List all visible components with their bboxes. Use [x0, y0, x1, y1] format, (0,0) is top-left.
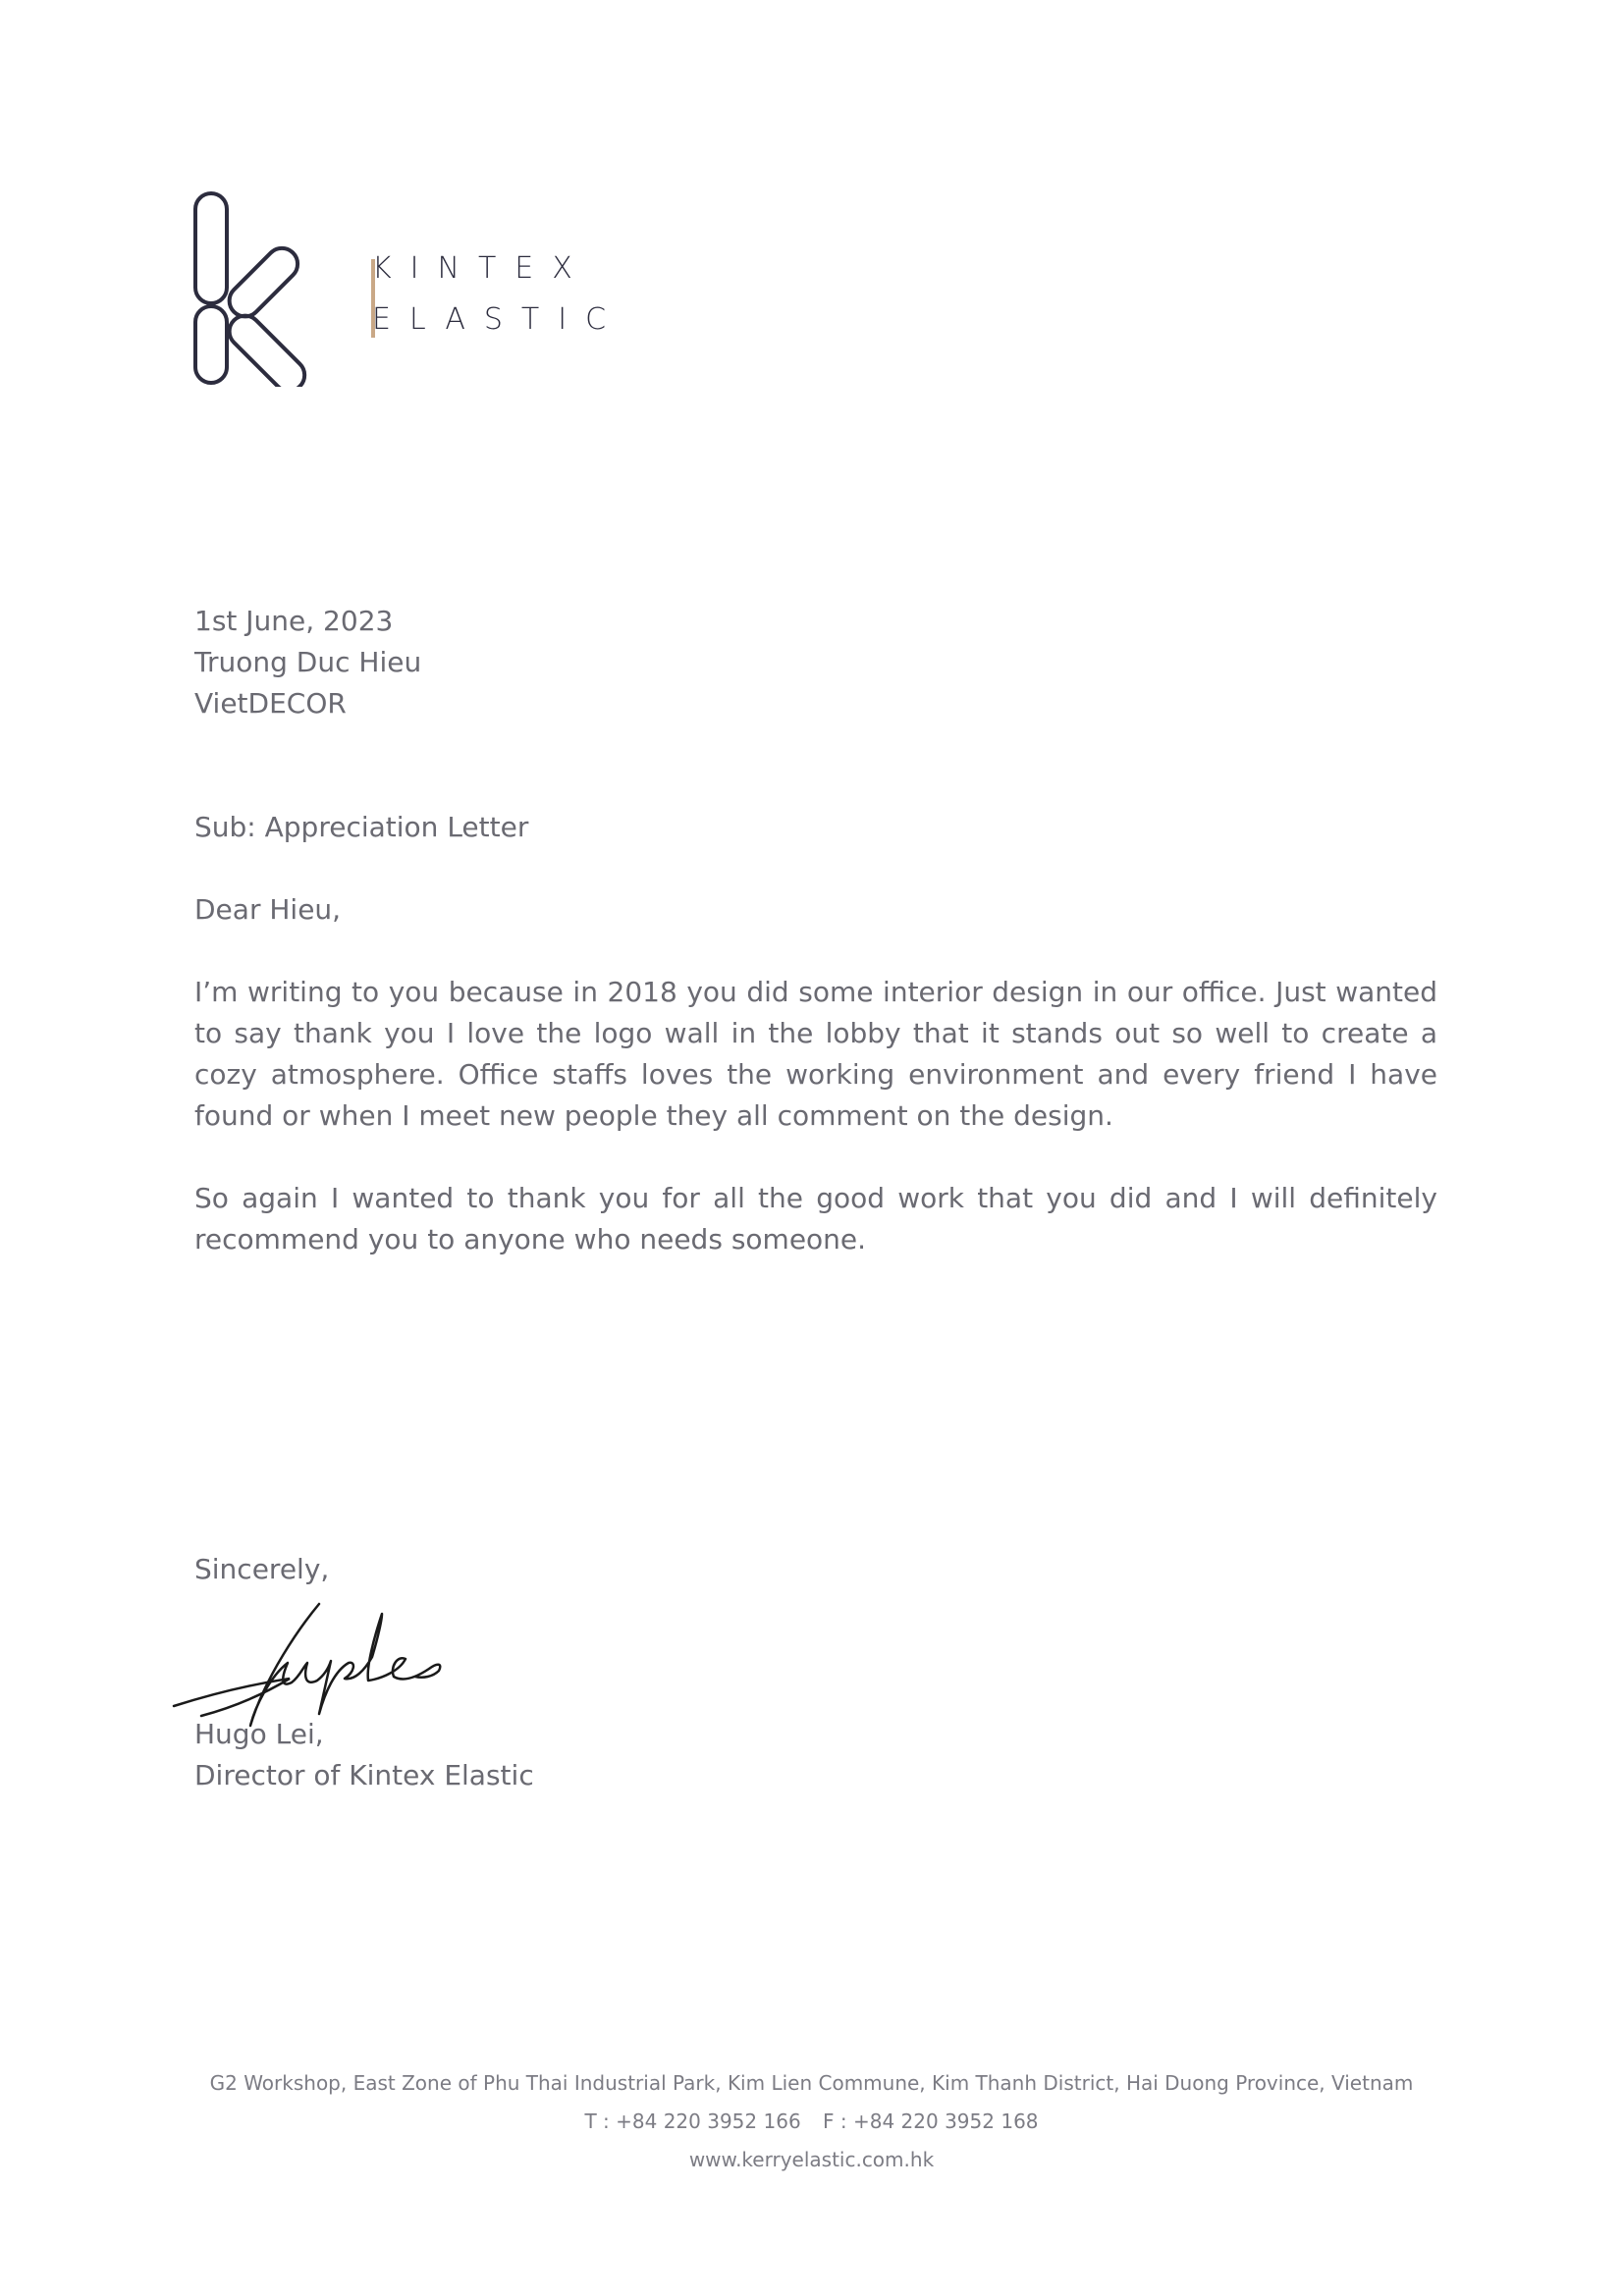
body-paragraph-1: I’m writing to you because in 2018 you did some interior design in our office. Just wanted to say thank you I love the logo wall in the lobby that it stands out so well to create a cozy atmosphere. Office staffs loves the working environment and every friend I have found or when I meet new people they all comment on the design. [194, 976, 1437, 1132]
kintex-k-logo-icon [192, 190, 310, 387]
company-logo [192, 190, 625, 387]
recipient-company: VietDECOR [194, 687, 347, 720]
recipient-name: Truong Duc Hieu [194, 646, 422, 678]
brand-name-line2: ELASTIC [372, 302, 625, 337]
sign-off: Sincerely, [194, 1553, 330, 1585]
footer-address: G2 Workshop, East Zone of Phu Thai Industrial Park, Kim Lien Commune, Kim Thanh District, Hai Duong Province, Vietnam [209, 2071, 1414, 2095]
salutation: Dear Hieu, [194, 893, 342, 926]
letter-subject: Sub: Appreciation Letter [194, 811, 529, 843]
footer-fax: F : +84 220 3952 168 [823, 2109, 1039, 2133]
signer-name: Hugo Lei, [194, 1718, 324, 1750]
footer-contact [0, 2109, 1623, 2133]
brand-name-line1: KINTEX [372, 251, 591, 286]
body-paragraph-2: So again I wanted to thank you for all the good work that you did and I will definitely recommend you to anyone who needs someone. [194, 1182, 1437, 1255]
letter-date: 1st June, 2023 [194, 605, 394, 637]
signer-title: Director of Kintex Elastic [194, 1759, 534, 1791]
footer-website[interactable]: www.kerryelastic.com.hk [688, 2148, 935, 2171]
footer-telephone: T : +84 220 3952 166 [584, 2109, 801, 2133]
